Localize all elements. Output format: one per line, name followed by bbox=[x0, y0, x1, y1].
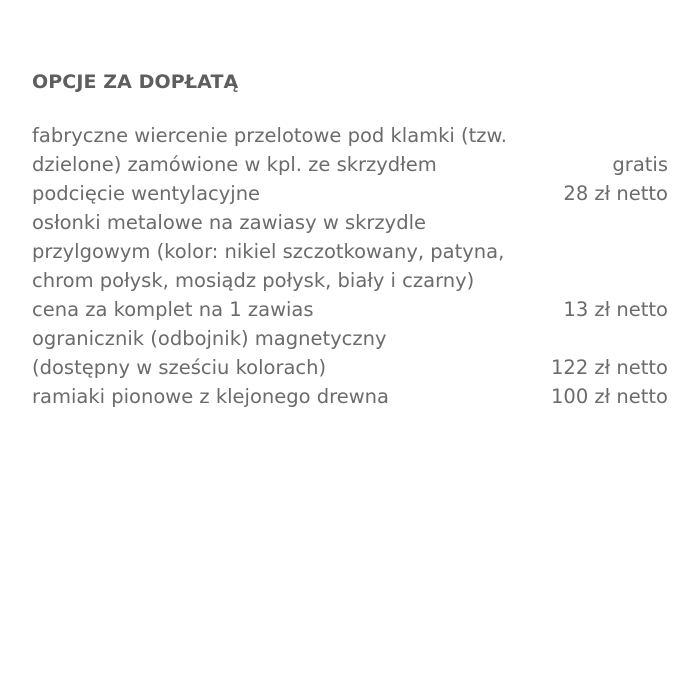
option-price: 28 zł netto bbox=[563, 182, 668, 205]
option-description-line: cena za komplet na 1 zawias bbox=[32, 298, 314, 321]
option-item bbox=[32, 208, 668, 324]
option-price: 122 zł netto bbox=[551, 356, 668, 379]
option-description bbox=[32, 179, 522, 208]
section-heading: OPCJE ZA DOPŁATĄ bbox=[32, 71, 239, 93]
option-description bbox=[32, 121, 522, 179]
option-description-line: fabryczne wiercenie przelotowe pod klamki (tzw. bbox=[32, 124, 507, 147]
option-description bbox=[32, 208, 522, 324]
option-description bbox=[32, 324, 522, 382]
option-price: gratis bbox=[612, 153, 668, 176]
options-list bbox=[32, 121, 668, 411]
option-item bbox=[32, 179, 668, 208]
option-price: 100 zł netto bbox=[551, 385, 668, 408]
option-item bbox=[32, 324, 668, 382]
option-description-line: ogranicznik (odbojnik) magnetyczny bbox=[32, 327, 387, 350]
option-description-line: podcięcie wentylacyjne bbox=[32, 182, 261, 205]
option-description-line: ramiaki pionowe z klejonego drewna bbox=[32, 385, 389, 408]
option-description-line: chrom połysk, mosiądz połysk, biały i czarny) bbox=[32, 269, 475, 292]
option-price: 13 zł netto bbox=[563, 298, 668, 321]
option-item bbox=[32, 121, 668, 179]
option-description-line: (dostępny w sześciu kolorach) bbox=[32, 356, 327, 379]
option-description-line: przylgowym (kolor: nikiel szczotkowany, patyna, bbox=[32, 240, 505, 263]
option-description-line: dzielone) zamówione w kpl. ze skrzydłem bbox=[32, 153, 437, 176]
option-item bbox=[32, 382, 668, 411]
option-description-line: osłonki metalowe na zawiasy w skrzydle bbox=[32, 211, 426, 234]
option-description bbox=[32, 382, 522, 411]
